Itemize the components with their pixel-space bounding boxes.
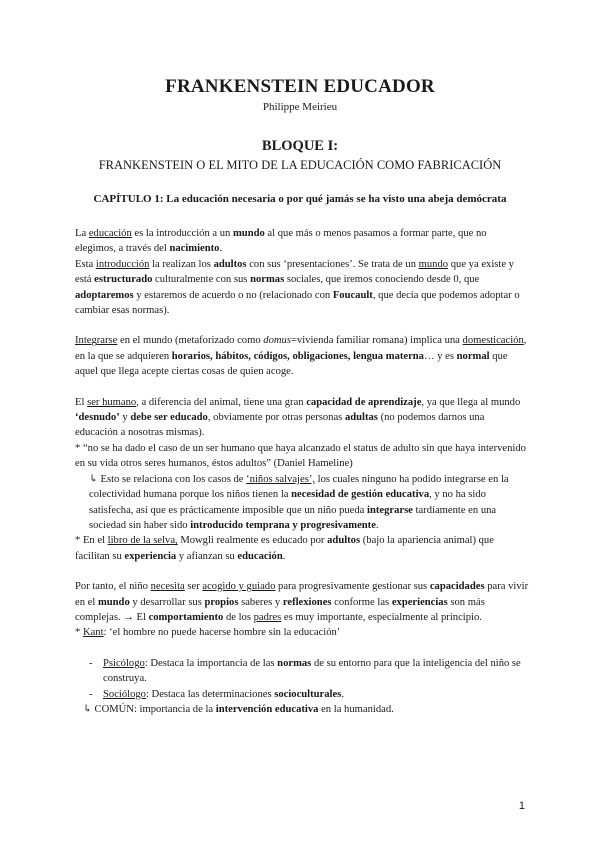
block-heading: BLOQUE I: — [261, 138, 339, 154]
document-author: Philippe Meirieu — [262, 101, 338, 113]
paragraph-libro-selva: * En el libro de la selva, Mowgli realmente es educado por adultos (bajo la apariencia animal) que facilitan su experiencia y afianzan su educación. — [75, 535, 494, 562]
list-item-comun: ↳ COMÚN: importancia de la intervención educativa en la humanidad. — [83, 703, 394, 715]
paragraph-1: La educación es la introducción a un mundo al que más o menos pasamos a formar parte, que no elegimos, a través del nacimiento. — [75, 228, 487, 255]
chapter-heading: CAPÍTULO 1: La educación necesaria o por qué jamás se ha visto una abeja demócrata — [93, 193, 507, 205]
document-body — [75, 226, 530, 717]
document-title: FRANKENSTEIN EDUCADOR — [165, 76, 435, 97]
page-number: 1 — [518, 800, 525, 812]
paragraph-4: El ser humano, a diferencia del animal, tiene una gran capacidad de aprendizaje, ya que llega al mundo ‘desnudo’ y debe ser educado, obviamente por otras personas adultas (no podemos darnos una educación a nosotras mismas). — [75, 396, 521, 439]
paragraph-ninos-salvajes: ↳ Esto se relaciona con los casos de ‘niños salvajes’, los cuales ninguno ha podido integrarse en la colectividad humana porque los niños tienen la necesidad de gestión educativa, y no ha sido satisfecha, así que es prácticamente imposible que un niño pueda integrarse tardíamente en una sociedad sin haber sido introducido temprana y progresivamente. — [89, 473, 509, 531]
paragraph-por-tanto: Por tanto, el niño necesita ser acogido y guiado para progresivamente gestionar sus capacidades para vivir en el mundo y desarrollar sus propios saberes y reflexiones conforme las experiencias son más complejas. → El comportamiento de los padres es muy importante, especialmente al principio. — [75, 581, 529, 623]
block-subtitle: FRANKENSTEIN O EL MITO DE LA EDUCACIÓN COMO FABRICACIÓN — [98, 158, 502, 172]
paragraph-2: Esta introducción la realizan los adultos con sus ‘presentaciones’. Se trata de un mundo que ya existe y está estructurado culturalmente con sus normas sociales, que iremos conociendo desde 0, que adoptaremos y estaremos de acuerdo o no (relacionado con Foucault, que decía que podemos adoptar o cambiar esas normas). — [75, 258, 520, 317]
list-item-sociologo: - Sociólogo: Destaca las determinaciones socioculturales. — [89, 688, 344, 700]
paragraph-quote-hameline: * “no se ha dado el caso de un ser humano que haya alcanzado el status de adulto sin que haya intervenido en su vida otros seres humanos, éstos adultos” (Daniel Hameline) — [75, 442, 526, 470]
paragraph-3: Integrarse en el mundo (metaforizado como domus=vivienda familiar romana) implica una domesticación, en la que se adquieren horarios, hábitos, códigos, obligaciones, lengua materna… y es normal que aquel que llega acepte ciertas cosas de quien acoge. — [75, 335, 527, 378]
paragraph-kant: * Kant: ‘el hombre no puede hacerse hombre sin la educación’ — [75, 627, 341, 639]
list-item-psicologo: - Psicólogo: Destaca la importancia de las normas de su entorno para que la inteligencia del niño se construya. — [89, 657, 521, 685]
